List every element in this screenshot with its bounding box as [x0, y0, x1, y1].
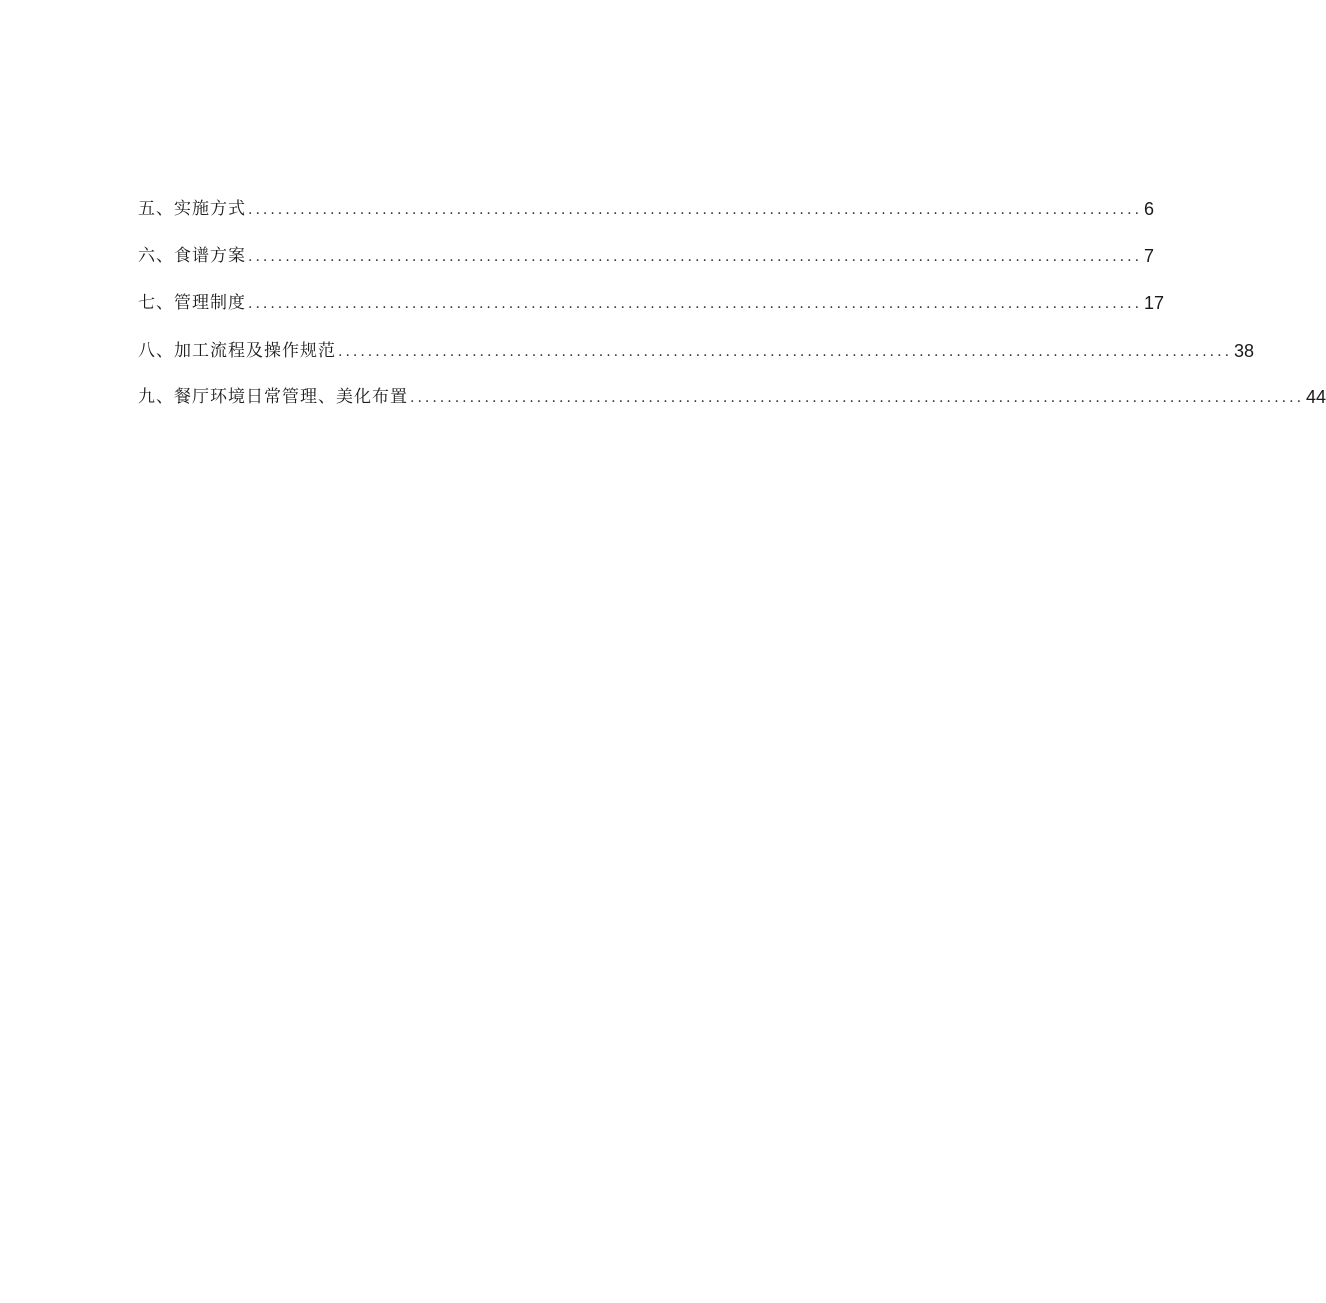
- toc-entry-number: 八、: [138, 341, 174, 361]
- toc-entry-number: 九、: [138, 387, 174, 407]
- toc-entry-page: 17: [1144, 293, 1165, 313]
- toc-entry[interactable]: [138, 382, 1326, 412]
- toc-dot-leader: ........................................................................................................................: [248, 249, 1143, 265]
- toc-entry-title: 加工流程及操作规范: [174, 341, 336, 361]
- toc-entry[interactable]: [138, 194, 1155, 224]
- toc-entry-title: 管理制度: [174, 293, 246, 313]
- toc-entry-page: 38: [1234, 341, 1255, 361]
- toc-dot-leader: ........................................................................................................................: [338, 344, 1233, 360]
- toc-entry-title: 实施方式: [174, 199, 246, 219]
- toc-dot-leader: ........................................................................................................................: [248, 202, 1143, 218]
- toc-entry-page: 6: [1144, 199, 1155, 219]
- toc-entry[interactable]: [138, 288, 1165, 318]
- toc-entry-page: 44: [1306, 387, 1326, 407]
- toc-entry[interactable]: [138, 336, 1255, 366]
- toc-dot-leader: ........................................................................................................................: [410, 390, 1305, 406]
- toc-dot-leader: ........................................................................................................................: [248, 296, 1143, 312]
- toc-entry-title: 餐厅环境日常管理、美化布置: [174, 387, 408, 407]
- toc-entry-title: 食谱方案: [174, 246, 246, 266]
- toc-entry-number: 六、: [138, 246, 174, 266]
- toc-entry[interactable]: [138, 241, 1155, 271]
- toc-entry-page: 7: [1144, 246, 1155, 266]
- toc-entry-number: 七、: [138, 293, 174, 313]
- toc-entry-number: 五、: [138, 199, 174, 219]
